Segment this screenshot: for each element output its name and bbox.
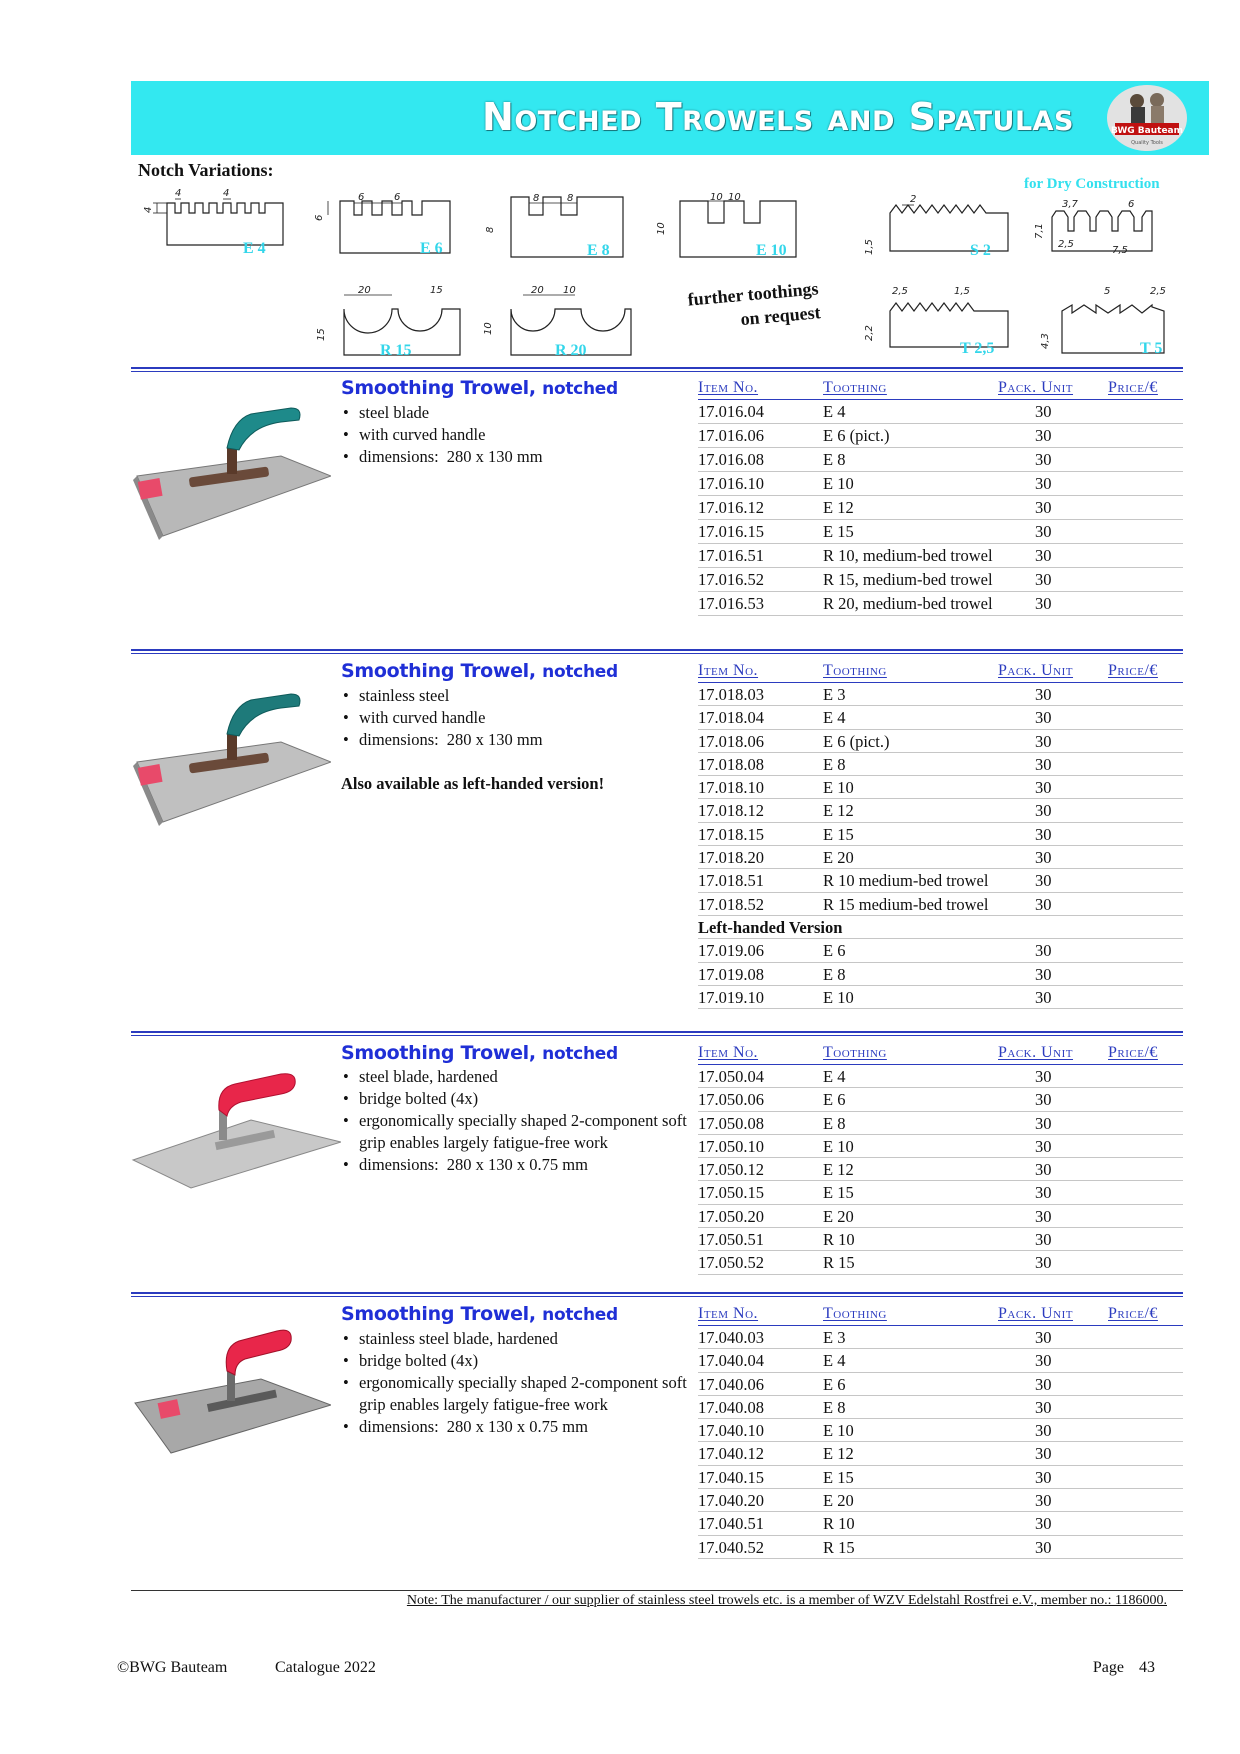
cell-toothing: E 15: [823, 1183, 854, 1203]
cell-toothing: E 10: [823, 778, 854, 798]
table-row: [698, 823, 1183, 846]
product-features-3: [341, 1066, 691, 1176]
cell-item-no: 17.018.51: [698, 871, 764, 891]
cell-pack-unit: 30: [1035, 450, 1052, 469]
cell-item-no: 17.016.51: [698, 546, 764, 565]
further-line-1: further toothings: [686, 278, 820, 310]
section-divider: [131, 367, 1183, 372]
cell-item-no: 17.019.08: [698, 964, 764, 984]
notch-label-e10: E 10: [756, 242, 787, 259]
svg-text:15: 15: [316, 328, 327, 341]
cell-item-no: 17.018.06: [698, 731, 764, 751]
cell-pack-unit: 30: [1035, 1467, 1052, 1487]
cell-toothing: E 15: [823, 1467, 854, 1487]
svg-text:4: 4: [143, 206, 154, 213]
cell-item-no: 17.040.08: [698, 1397, 764, 1417]
table-row: [698, 799, 1183, 822]
table-row: [698, 776, 1183, 799]
brand-logo: [1107, 85, 1187, 151]
feature-item: • dimensions: 280 x 130 mm: [341, 446, 691, 468]
cell-toothing: E 15: [823, 824, 854, 844]
svg-text:15: 15: [430, 285, 443, 296]
cell-item-no: 17.050.52: [698, 1253, 764, 1273]
cell-toothing: E 10: [823, 1421, 854, 1441]
cell-toothing: E 6 (pict.): [823, 426, 890, 445]
table-row: [698, 400, 1183, 424]
table-row: [698, 1088, 1183, 1111]
cell-toothing: E 4: [823, 402, 846, 421]
table-row: [698, 1205, 1183, 1228]
cell-item-no: 17.050.08: [698, 1113, 764, 1133]
notch-variations-title: Notch Variations:: [138, 160, 274, 180]
table-header: [698, 377, 1183, 400]
cell-item-no: 17.040.06: [698, 1374, 764, 1394]
cell-pack-unit: 30: [1035, 1328, 1052, 1347]
cell-pack-unit: 30: [1035, 964, 1052, 984]
cell-pack-unit: 30: [1035, 848, 1052, 868]
product-title-3: Smoothing Trowel, notched: [341, 1042, 618, 1064]
table-row: [698, 1135, 1183, 1158]
cell-toothing: E 4: [823, 1351, 846, 1371]
table-row: [698, 496, 1183, 520]
svg-text:2,5: 2,5: [1058, 239, 1074, 250]
svg-text:6: 6: [1128, 199, 1135, 210]
cell-item-no: 17.016.04: [698, 402, 764, 421]
table-row: [698, 424, 1183, 448]
cell-item-no: 17.018.04: [698, 708, 764, 728]
cell-toothing: E 15: [823, 522, 854, 541]
feature-item: • steel blade, hardened: [341, 1066, 691, 1088]
table-row: [698, 846, 1183, 869]
cell-item-no: 17.018.10: [698, 778, 764, 798]
cell-pack-unit: 30: [1035, 402, 1052, 421]
table-row: [698, 1251, 1183, 1274]
svg-text:4: 4: [223, 188, 230, 199]
table-row: [698, 963, 1183, 986]
svg-text:3,7: 3,7: [1062, 199, 1078, 210]
cell-pack-unit: 30: [1035, 685, 1052, 704]
cell-pack-unit: 30: [1035, 801, 1052, 821]
notch-diagram-t5: [1038, 283, 1183, 359]
col-item-no: Item No.: [698, 1044, 759, 1061]
svg-text:20: 20: [358, 285, 371, 296]
cell-item-no: 17.050.20: [698, 1206, 764, 1226]
footer-divider: [131, 1590, 1183, 1591]
cell-pack-unit: 30: [1035, 894, 1052, 914]
product-title-4: Smoothing Trowel, notched: [341, 1303, 618, 1325]
cell-item-no: 17.016.06: [698, 426, 764, 445]
cell-item-no: 17.018.08: [698, 754, 764, 774]
svg-text:2: 2: [910, 194, 917, 205]
cell-toothing: R 15 medium-bed trowel: [823, 894, 989, 914]
svg-text:2,2: 2,2: [864, 325, 875, 341]
product-image-trowel-4: [131, 1325, 331, 1455]
cell-toothing: E 6: [823, 941, 846, 961]
dry-construction-label: for Dry Construction: [1024, 176, 1160, 192]
svg-text:4,3: 4,3: [1040, 333, 1051, 349]
table-row: [698, 1466, 1183, 1489]
svg-text:10: 10: [563, 285, 576, 296]
cell-pack-unit: 30: [1035, 1351, 1052, 1371]
feature-item: • stainless steel blade, hardened: [341, 1328, 691, 1350]
cell-item-no: 17.040.15: [698, 1467, 764, 1487]
cell-pack-unit: 30: [1035, 594, 1052, 613]
cell-pack-unit: 30: [1035, 987, 1052, 1007]
svg-text:10: 10: [483, 322, 494, 335]
feature-item: • with curved handle: [341, 424, 691, 446]
table-header: [698, 1042, 1183, 1065]
feature-item: • dimensions: 280 x 130 mm: [341, 729, 691, 751]
table-row: [698, 1158, 1183, 1181]
feature-item: • dimensions: 280 x 130 x 0.75 mm: [341, 1154, 691, 1176]
feature-item: • steel blade: [341, 402, 691, 424]
item-table-2: [698, 660, 1183, 1009]
cell-toothing: R 15: [823, 1537, 855, 1557]
col-item-no: Item No.: [698, 379, 759, 396]
cell-toothing: E 6 (pict.): [823, 731, 890, 751]
svg-text:6: 6: [394, 192, 401, 203]
cell-toothing: E 8: [823, 1113, 846, 1133]
col-pack-unit: Pack. Unit: [998, 379, 1074, 396]
section-divider: [131, 649, 1183, 654]
left-handed-note: Also available as left-handed version!: [341, 774, 605, 793]
cell-item-no: 17.040.52: [698, 1537, 764, 1557]
page-number: 43: [1139, 1659, 1155, 1676]
col-pack-unit: Pack. Unit: [998, 1044, 1074, 1061]
table-row: [698, 893, 1183, 916]
cell-pack-unit: 30: [1035, 754, 1052, 774]
table-row: [698, 683, 1183, 706]
cell-item-no: 17.050.10: [698, 1136, 764, 1156]
col-item-no: Item No.: [698, 662, 759, 679]
cell-toothing: R 10, medium-bed trowel: [823, 546, 993, 565]
notch-diagram-s2: [862, 193, 1012, 265]
feature-item: • with curved handle: [341, 707, 691, 729]
table-row: [698, 986, 1183, 1009]
svg-text:10: 10: [710, 192, 723, 203]
cell-toothing: E 10: [823, 474, 854, 493]
product-title-1: Smoothing Trowel, notched: [341, 377, 618, 399]
header-banner: [131, 81, 1209, 155]
further-line-2: on request: [739, 302, 822, 330]
col-toothing: Toothing: [823, 1305, 887, 1322]
svg-text:6: 6: [314, 214, 325, 221]
cell-toothing: E 8: [823, 754, 846, 774]
feature-item: • ergonomically specially shaped 2-component soft grip enables largely fatigue-free work: [341, 1372, 691, 1416]
svg-text:8: 8: [567, 193, 574, 204]
cell-pack-unit: 30: [1035, 1183, 1052, 1203]
feature-item: • bridge bolted (4x): [341, 1350, 691, 1372]
page-label: Page: [1092, 1659, 1124, 1676]
logo-text: BWG Bauteam: [1110, 126, 1184, 136]
subheading-text: Left-handed Version: [698, 917, 843, 937]
cell-item-no: 17.016.08: [698, 450, 764, 469]
cell-toothing: E 12: [823, 1160, 854, 1180]
cell-item-no: 17.016.15: [698, 522, 764, 541]
cell-pack-unit: 30: [1035, 546, 1052, 565]
further-toothings-note: [638, 276, 821, 340]
cell-pack-unit: 30: [1035, 1444, 1052, 1464]
cell-pack-unit: 30: [1035, 1397, 1052, 1417]
table-row: [698, 592, 1183, 616]
notch-diagram-e6: [310, 193, 460, 265]
item-table-3: [698, 1042, 1183, 1275]
cell-pack-unit: 30: [1035, 778, 1052, 798]
svg-text:1,5: 1,5: [864, 239, 875, 255]
cell-pack-unit: 30: [1035, 1491, 1052, 1511]
cell-toothing: E 8: [823, 1397, 846, 1417]
cell-item-no: 17.040.12: [698, 1444, 764, 1464]
notch-diagram-r20: [483, 283, 638, 359]
cell-item-no: 17.016.53: [698, 594, 764, 613]
cell-pack-unit: 30: [1035, 570, 1052, 589]
cell-pack-unit: 30: [1035, 1374, 1052, 1394]
cell-pack-unit: 30: [1035, 871, 1052, 891]
cell-item-no: 17.018.15: [698, 824, 764, 844]
logo-subtitle: Quality Tools: [1131, 140, 1163, 146]
svg-text:5: 5: [1104, 286, 1111, 297]
cell-pack-unit: 30: [1035, 1113, 1052, 1133]
product-image-trowel-2: [131, 686, 331, 826]
col-toothing: Toothing: [823, 1044, 887, 1061]
cell-toothing: E 10: [823, 1136, 854, 1156]
notch-label-t5: T 5: [1140, 340, 1163, 357]
table-header: [698, 660, 1183, 683]
page-title: Notched Trowels and Spatulas: [482, 95, 1074, 139]
svg-text:1,5: 1,5: [954, 286, 970, 297]
table-row: [698, 1326, 1183, 1349]
svg-text:8: 8: [485, 226, 496, 233]
cell-toothing: E 12: [823, 1444, 854, 1464]
cell-item-no: 17.040.20: [698, 1491, 764, 1511]
col-toothing: Toothing: [823, 662, 887, 679]
col-price: Price/€: [1108, 1044, 1158, 1061]
cell-toothing: R 10: [823, 1514, 855, 1534]
table-row: [698, 869, 1183, 892]
cell-item-no: 17.018.03: [698, 685, 764, 704]
product-features-2: [341, 685, 691, 751]
notch-diagram-e8: [483, 193, 628, 265]
cell-toothing: E 12: [823, 498, 854, 517]
table-row: [698, 448, 1183, 472]
table-row: [698, 1065, 1183, 1088]
cell-toothing: R 15, medium-bed trowel: [823, 570, 993, 589]
table-row: [698, 1489, 1183, 1512]
item-table-1: [698, 377, 1183, 616]
cell-toothing: E 20: [823, 1491, 854, 1511]
svg-text:20: 20: [531, 285, 544, 296]
svg-text:7,1: 7,1: [1034, 223, 1045, 239]
section-divider: [131, 1292, 1183, 1297]
cell-pack-unit: 30: [1035, 1253, 1052, 1273]
svg-text:10: 10: [728, 192, 741, 203]
cell-pack-unit: 30: [1035, 1206, 1052, 1226]
section-divider: [131, 1031, 1183, 1036]
cell-toothing: E 3: [823, 1328, 846, 1347]
svg-text:4: 4: [175, 188, 182, 199]
table-row: [698, 1112, 1183, 1135]
cell-pack-unit: 30: [1035, 426, 1052, 445]
cell-item-no: 17.050.15: [698, 1183, 764, 1203]
cell-item-no: 17.016.52: [698, 570, 764, 589]
notch-label-s2: S 2: [970, 242, 991, 259]
table-row: [698, 1373, 1183, 1396]
cell-item-no: 17.040.04: [698, 1351, 764, 1371]
notch-diagram-e4: [143, 188, 285, 265]
table-row: [698, 753, 1183, 776]
footer-note: Note: The manufacturer / our supplier of stainless steel trowels etc. is a member of WZV Edelstahl Rostfrei e.V., member no.: 1186000.: [406, 1593, 1167, 1608]
cell-toothing: E 20: [823, 1206, 854, 1226]
product-features-1: [341, 402, 691, 468]
cell-pack-unit: 30: [1035, 1230, 1052, 1250]
cell-item-no: 17.050.51: [698, 1230, 764, 1250]
cell-pack-unit: 30: [1035, 1537, 1052, 1557]
svg-text:6: 6: [358, 192, 365, 203]
cell-item-no: 17.040.51: [698, 1514, 764, 1534]
table-row: [698, 1419, 1183, 1442]
cell-item-no: 17.016.12: [698, 498, 764, 517]
cell-pack-unit: 30: [1035, 1160, 1052, 1180]
cell-toothing: E 6: [823, 1090, 846, 1110]
table-header: [698, 1303, 1183, 1326]
cell-pack-unit: 30: [1035, 1514, 1052, 1534]
cell-pack-unit: 30: [1035, 708, 1052, 728]
table-row: [698, 1536, 1183, 1559]
col-pack-unit: Pack. Unit: [998, 1305, 1074, 1322]
notch-diagram-dry: [1034, 193, 1178, 265]
cell-item-no: 17.050.04: [698, 1067, 764, 1086]
cell-item-no: 17.018.20: [698, 848, 764, 868]
table-row: [698, 1228, 1183, 1251]
col-pack-unit: Pack. Unit: [998, 662, 1074, 679]
table-row: [698, 1181, 1183, 1204]
cell-toothing: R 15: [823, 1253, 855, 1273]
table-row: [698, 568, 1183, 592]
notch-label-e6: E 6: [420, 240, 443, 257]
table-row: [698, 1512, 1183, 1535]
cell-toothing: E 12: [823, 801, 854, 821]
cell-pack-unit: 30: [1035, 1136, 1052, 1156]
cell-toothing: E 20: [823, 848, 854, 868]
cell-toothing: E 3: [823, 685, 846, 704]
col-price: Price/€: [1108, 379, 1158, 396]
product-image-trowel-1: [131, 400, 331, 540]
col-item-no: Item No.: [698, 1305, 759, 1322]
table-row: [698, 730, 1183, 753]
cell-toothing: E 10: [823, 987, 854, 1007]
notch-label-r20: R 20: [555, 342, 587, 359]
cell-toothing: E 6: [823, 1374, 846, 1394]
cell-item-no: 17.018.52: [698, 894, 764, 914]
copyright: ©BWG Bauteam: [117, 1659, 228, 1676]
cell-item-no: 17.019.10: [698, 987, 764, 1007]
table-row: [698, 520, 1183, 544]
notch-diagram-r15: [310, 283, 470, 359]
product-image-trowel-3: [131, 1070, 341, 1190]
cell-item-no: 17.040.03: [698, 1328, 764, 1347]
cell-pack-unit: 30: [1035, 824, 1052, 844]
table-row: [698, 1442, 1183, 1465]
table-row: [698, 544, 1183, 568]
cell-toothing: E 8: [823, 964, 846, 984]
cell-item-no: 17.018.12: [698, 801, 764, 821]
notch-label-e4: E 4: [243, 240, 266, 257]
table-row: [698, 1396, 1183, 1419]
feature-item: • bridge bolted (4x): [341, 1088, 691, 1110]
col-price: Price/€: [1108, 1305, 1158, 1322]
cell-pack-unit: 30: [1035, 1090, 1052, 1110]
feature-item: • ergonomically specially shaped 2-component soft grip enables largely fatigue-free work: [341, 1110, 691, 1154]
svg-text:2,5: 2,5: [1150, 286, 1166, 297]
feature-item: • stainless steel: [341, 685, 691, 707]
cell-pack-unit: 30: [1035, 1421, 1052, 1441]
cell-toothing: E 8: [823, 450, 846, 469]
notch-diagram-t25: [862, 283, 1012, 359]
table-subheading: [698, 916, 1183, 939]
cell-toothing: R 20, medium-bed trowel: [823, 594, 993, 613]
svg-text:2,5: 2,5: [892, 286, 908, 297]
cell-pack-unit: 30: [1035, 731, 1052, 751]
cell-item-no: 17.016.10: [698, 474, 764, 493]
cell-toothing: R 10: [823, 1230, 855, 1250]
table-row: [698, 939, 1183, 962]
cell-item-no: 17.040.10: [698, 1421, 764, 1441]
table-row: [698, 1349, 1183, 1372]
cell-pack-unit: 30: [1035, 522, 1052, 541]
cell-toothing: E 4: [823, 1067, 846, 1086]
table-row: [698, 706, 1183, 729]
cell-item-no: 17.050.06: [698, 1090, 764, 1110]
notch-diagram-e10: [652, 193, 802, 265]
notch-label-e8: E 8: [587, 242, 610, 259]
col-price: Price/€: [1108, 662, 1158, 679]
cell-pack-unit: 30: [1035, 498, 1052, 517]
cell-pack-unit: 30: [1035, 941, 1052, 961]
product-title-2: Smoothing Trowel, notched: [341, 660, 618, 682]
cell-toothing: E 4: [823, 708, 846, 728]
col-toothing: Toothing: [823, 379, 887, 396]
cell-toothing: R 10 medium-bed trowel: [823, 871, 989, 891]
cell-pack-unit: 30: [1035, 474, 1052, 493]
table-row: [698, 472, 1183, 496]
cell-item-no: 17.050.12: [698, 1160, 764, 1180]
notch-label-r15: R 15: [380, 342, 412, 359]
cell-pack-unit: 30: [1035, 1067, 1052, 1086]
product-features-4: [341, 1328, 691, 1438]
cell-item-no: 17.019.06: [698, 941, 764, 961]
catalogue-label: Catalogue 2022: [275, 1659, 376, 1676]
notch-label-t25: T 2,5: [960, 340, 995, 357]
feature-item: • dimensions: 280 x 130 x 0.75 mm: [341, 1416, 691, 1438]
svg-text:7,5: 7,5: [1112, 245, 1128, 256]
item-table-4: [698, 1303, 1183, 1559]
svg-text:8: 8: [533, 193, 540, 204]
svg-text:10: 10: [656, 222, 667, 235]
